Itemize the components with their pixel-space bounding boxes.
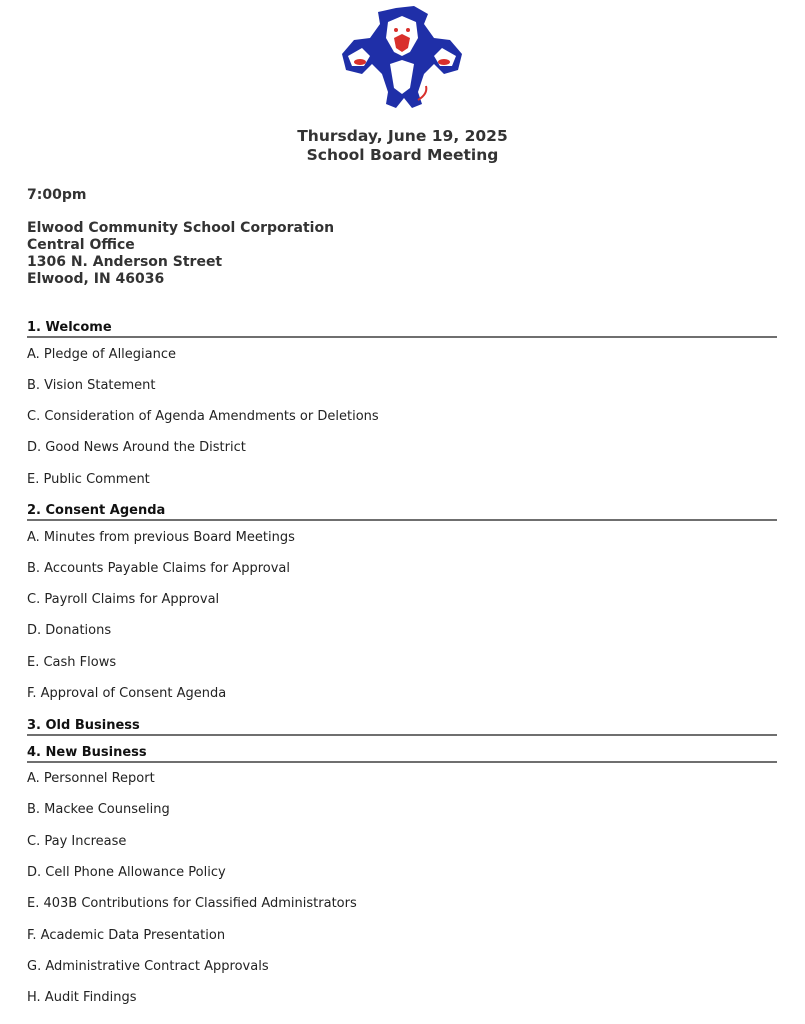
- agenda-item: H. Audit Findings: [27, 990, 137, 1005]
- meeting-time: 7:00pm: [27, 187, 87, 203]
- agenda-item: A. Personnel Report: [27, 771, 155, 786]
- address-line: Elwood, IN 46036: [27, 271, 165, 287]
- agenda-item: C. Consideration of Agenda Amendments or Deletions: [27, 409, 379, 424]
- section-heading-old-business: 3. Old Business: [27, 718, 777, 736]
- agenda-item: B. Accounts Payable Claims for Approval: [27, 561, 290, 576]
- address-line: 1306 N. Anderson Street: [27, 254, 223, 270]
- agenda-item: A. Pledge of Allegiance: [27, 347, 177, 362]
- agenda-item: C. Payroll Claims for Approval: [27, 592, 220, 607]
- agenda-item: B. Mackee Counseling: [27, 802, 170, 817]
- section-heading-new-business: 4. New Business: [27, 745, 777, 763]
- meeting-title: School Board Meeting: [306, 146, 499, 164]
- agenda-item: D. Cell Phone Allowance Policy: [27, 865, 226, 880]
- agenda-item: G. Administrative Contract Approvals: [27, 959, 269, 974]
- section-heading-consent-agenda: 2. Consent Agenda: [27, 503, 777, 521]
- meeting-date: Thursday, June 19, 2025: [297, 127, 508, 145]
- agenda-item: E. Cash Flows: [27, 655, 117, 670]
- agenda-item: E. Public Comment: [27, 472, 150, 487]
- agenda-item: E. 403B Contributions for Classified Administrators: [27, 896, 357, 911]
- agenda-item: D. Good News Around the District: [27, 440, 246, 455]
- agenda-item: F. Approval of Consent Agenda: [27, 686, 227, 701]
- section-heading-welcome: 1. Welcome: [27, 320, 777, 338]
- meeting-address: [27, 220, 334, 288]
- agenda-item: A. Minutes from previous Board Meetings: [27, 530, 295, 545]
- agenda-item: B. Vision Statement: [27, 378, 156, 393]
- address-line: Central Office: [27, 237, 135, 253]
- panther-mascot-icon: [338, 4, 466, 112]
- agenda-item: D. Donations: [27, 623, 112, 638]
- agenda-item: F. Academic Data Presentation: [27, 928, 226, 943]
- address-line: Elwood Community School Corporation: [27, 220, 335, 236]
- agenda-item: C. Pay Increase: [27, 834, 127, 849]
